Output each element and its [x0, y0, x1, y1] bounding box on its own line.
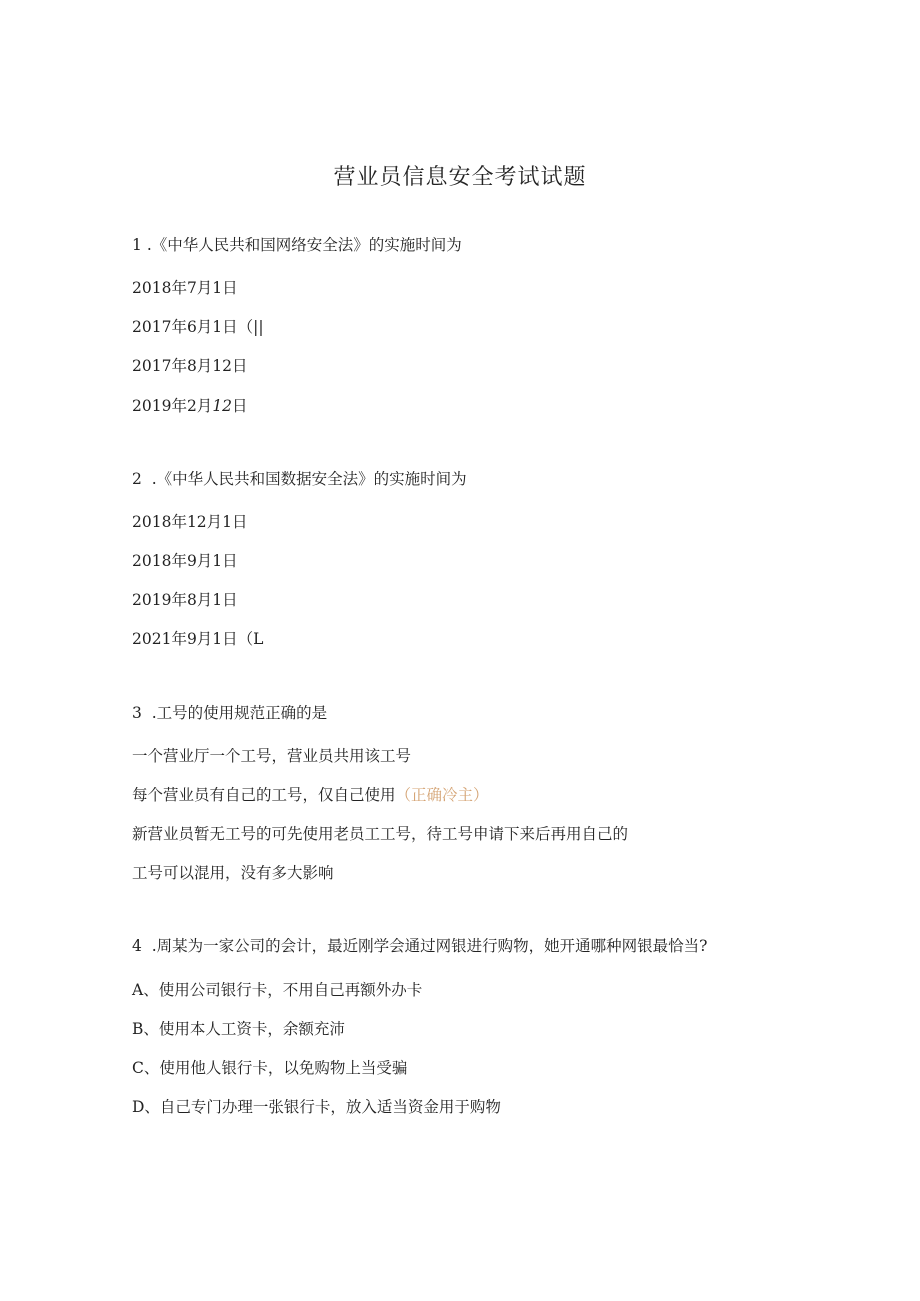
question-3 [132, 701, 327, 723]
question-1 [132, 233, 462, 255]
option: 2019年2月12日 [132, 397, 248, 415]
option: D、自己专门办理一张银行卡，放入适当资金用于购物 [132, 1098, 501, 1116]
question-number: 1 [132, 236, 142, 254]
option: 工号可以混用，没有多大影响 [132, 864, 334, 882]
question-text: .《中华人民共和国网络安全法》的实施时间为 [146, 236, 462, 254]
option: 2018年7月1日 [132, 279, 238, 297]
option: C、使用他人银行卡，以免购物上当受骗 [132, 1059, 408, 1077]
question-number: 3 [132, 704, 142, 722]
option: A、使用公司银行卡，不用自己再额外办卡 [132, 981, 423, 999]
option: B、使用本人工资卡，余额充沛 [132, 1020, 345, 1038]
question-text: .周某为一家公司的会计，最近刚学会通过网银进行购物，她开通哪种网银最恰当? [151, 937, 708, 955]
option: 2019年8月1日 [132, 591, 238, 609]
question-text: .工号的使用规范正确的是 [151, 704, 328, 722]
option-mark: （|| [237, 318, 264, 336]
option: 每个营业员有自己的工号，仅自己使用（正确冷主） [132, 786, 489, 804]
option: 2018年12月1日 [132, 513, 248, 531]
correct-annotation: （正确冷主） [395, 786, 489, 804]
question-number: 2 [132, 470, 142, 488]
option: 一个营业厅一个工号，营业员共用该工号 [132, 747, 412, 765]
option: 2017年6月1日（|| [132, 318, 264, 336]
question-4 [132, 934, 707, 956]
option: 新营业员暂无工号的可先使用老员工工号，待工号申请下来后再用自己的 [132, 825, 629, 843]
option: 2021年9月1日（L [132, 630, 264, 648]
option-mark: （L [237, 630, 264, 648]
question-text: .《中华人民共和国数据安全法》的实施时间为 [151, 470, 467, 488]
option: 2018年9月1日 [132, 552, 238, 570]
question-number: 4 [132, 937, 142, 955]
exam-title: 营业员信息安全考试试题 [333, 165, 587, 190]
option: 2017年8月12日 [132, 357, 248, 375]
question-2 [132, 467, 467, 489]
